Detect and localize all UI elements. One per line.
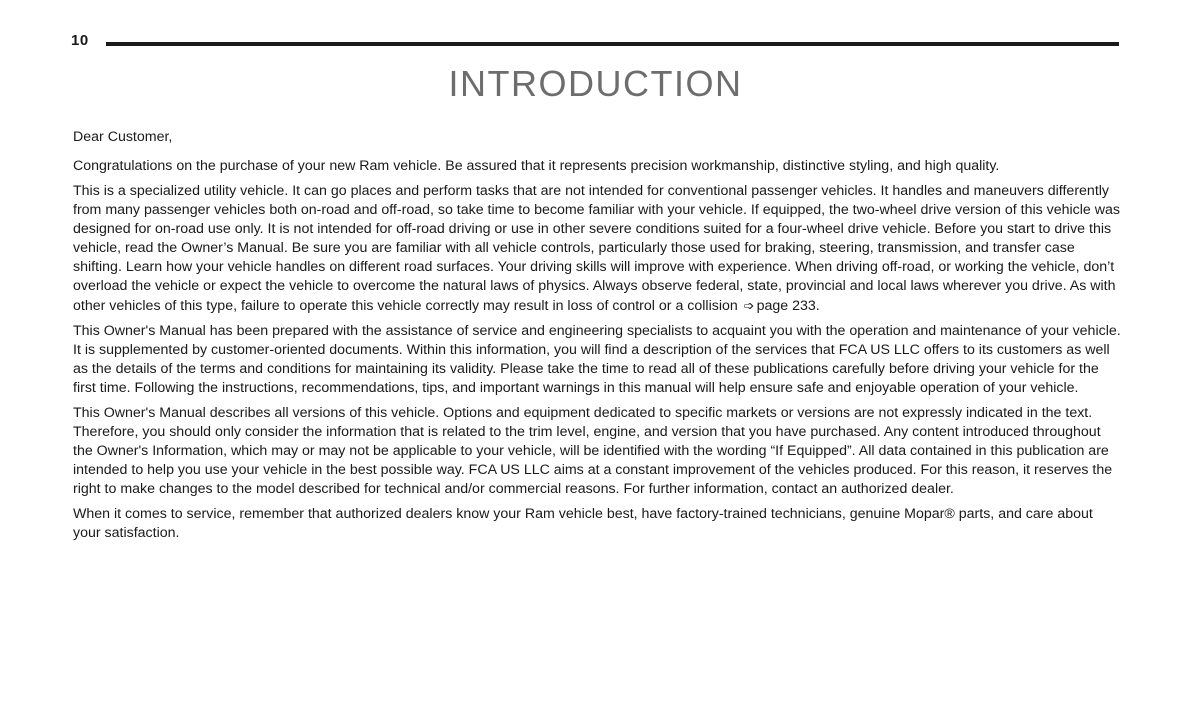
paragraph-versions: This Owner's Manual describes all versions of this vehicle. Options and equipment dedicated to specific markets or versions are not expressly indicated in the text. Therefore, you should only consider the information that is related to the trim level, engine, and version that you have purchased. Any content introduced throughout the Owner's Information, which may or may not be applicable to your vehicle, will be identified with the wording “If Equipped”. All data contained in this publication are intended to help you use your vehicle in the best possible way. FCA US LLC aims at a constant improvement of the vehicles produced. For this reason, it reserves the right to make changes to the model described for technical and/or commercial reasons. For further information, contact an authorized dealer. <box>73 405 1113 497</box>
arrow-right-icon: ➩ <box>743 298 755 313</box>
header-rule <box>106 42 1119 46</box>
page-reference-link[interactable]: page 233. <box>756 298 820 314</box>
body-text <box>73 128 1121 549</box>
page-header <box>0 0 1191 60</box>
greeting: Dear Customer, <box>73 129 173 145</box>
paragraph-owners-manual: This Owner's Manual has been prepared with the assistance of service and engineering specialists to acquaint you with the operation and maintenance of your vehicle. It is supplemented by customer-oriented documents. Within this information, you will find a description of the services that FCA US LLC offers to its customers as well as the details of the terms and conditions for maintaining its validity. Please take the time to read all of these publications carefully before driving your vehicle for the first time. Following the instructions, recommendations, tips, and important warnings in this manual will help ensure safe and enjoyable operation of your vehicle. <box>73 323 1121 396</box>
page-title: INTRODUCTION <box>448 63 743 104</box>
paragraph-congratulations: Congratulations on the purchase of your new Ram vehicle. Be assured that it represents precision workmanship, distinctive styling, and high quality. <box>73 158 1000 174</box>
paragraph-service: When it comes to service, remember that authorized dealers know your Ram vehicle best, have factory-trained technicians, genuine Mopar® parts, and care about your satisfaction. <box>73 506 1093 541</box>
paragraph-utility-vehicle-text: This is a specialized utility vehicle. It can go places and perform tasks that are not intended for conventional passenger vehicles. It handles and maneuvers differently from many passenger vehicles both on-road and off-road, so take time to become familiar with your vehicle. If equipped, the two-wheel drive version of this vehicle was designed for on-road use only. It is not intended for off-road driving or use in other severe conditions suited for a four-wheel drive vehicle. Before you start to drive this vehicle, read the Owner’s Manual. Be sure you are familiar with all vehicle controls, particularly those used for braking, steering, transmission, and transfer case shifting. Learn how your vehicle handles on different road surfaces. Your driving skills will improve with experience. When driving off-road, or working the vehicle, don’t overload the vehicle or expect the vehicle to overcome the natural laws of physics. Always observe federal, state, provincial and local laws wherever you drive. As with other vehicles of this type, failure to operate this vehicle correctly may result in loss of control or a collision <box>73 183 1120 314</box>
paragraph-utility-vehicle <box>73 182 1121 316</box>
page-number: 10 <box>71 32 89 49</box>
